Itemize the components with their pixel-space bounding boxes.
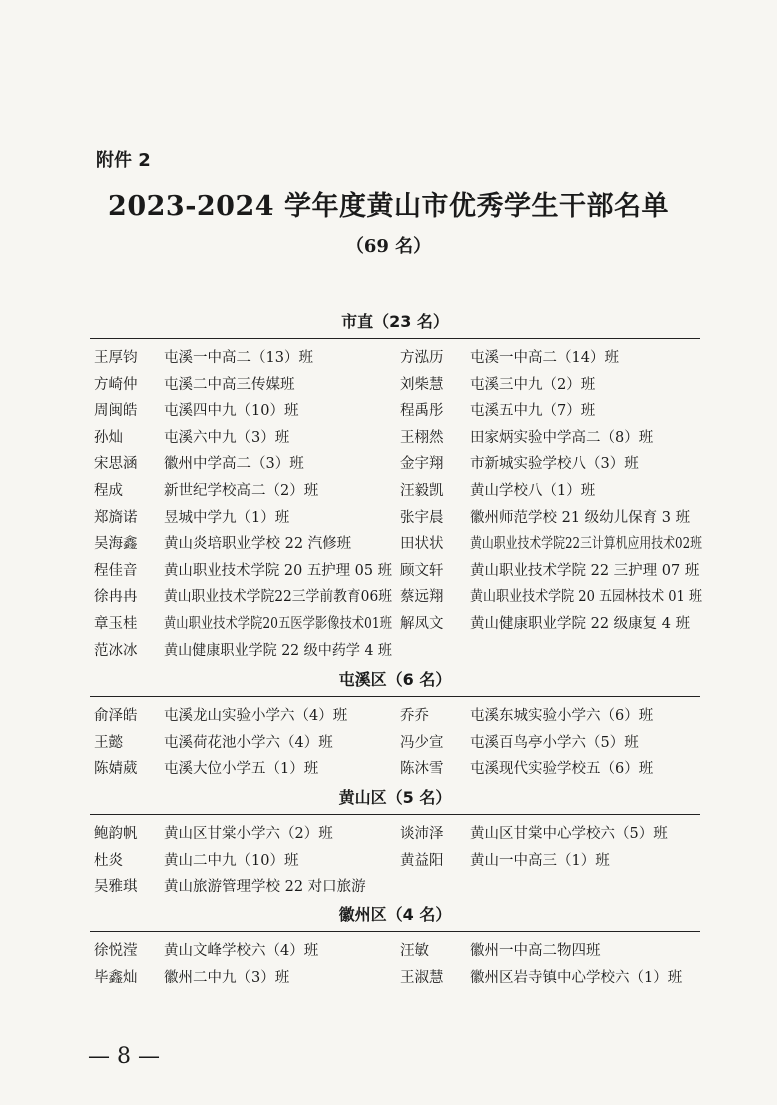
list-row [90,965,700,992]
student-class: 黄山职业技术学院22三学前教育06班 [164,589,392,606]
student-class: 黄山职业技术学院 20 五护理 05 班 [164,562,392,579]
student-name: 顾文轩 [400,562,444,579]
section-title: 市直（23 名） [341,312,449,331]
list-row [90,505,700,532]
student-name: 蔡远翔 [400,589,444,606]
student-name: 程禹彤 [400,403,444,420]
section [90,786,700,901]
student-class: 屯溪二中高三传媒班 [164,376,295,393]
list-row [90,821,700,848]
list-row [90,638,700,665]
student-class: 屯溪现代实验学校五（6）班 [470,761,654,778]
section-divider [90,814,700,815]
student-name: 谈沛泽 [400,826,444,842]
student-name: 王淑慧 [400,969,444,986]
student-name: 冯少宣 [400,734,444,751]
student-class: 屯溪三中九（2）班 [470,376,596,393]
student-name: 田状状 [400,536,444,553]
list-row [90,558,700,585]
section-divider [90,931,700,932]
student-class: 黄山健康职业学院 22 级中药学 4 班 [164,642,392,659]
list-row [90,451,700,478]
student-class: 昱城中学九（1）班 [164,509,290,526]
student-name: 宋思涵 [94,456,138,473]
section-divider [90,696,700,697]
list-row [90,398,700,425]
list-row [90,756,700,783]
student-class: 屯溪四中九（10）班 [164,403,299,420]
student-name: 汪毅凯 [400,482,444,499]
list-row [90,425,700,452]
student-name: 郑旖诺 [94,509,138,526]
section [90,668,700,783]
section-title: 屯溪区（6 名） [338,670,452,689]
student-class: 屯溪百鸟亭小学六（5）班 [470,734,639,751]
list-row [90,874,700,901]
list-row [90,703,700,730]
student-name: 方泓历 [400,350,444,366]
student-name: 汪敏 [400,943,429,959]
student-name: 毕鑫灿 [94,969,138,986]
student-class: 徽州师范学校 21 级幼儿保育 3 班 [470,509,691,526]
attachment-label: 附件 2 [96,150,151,171]
section-title: 黄山区（5 名） [338,788,452,807]
student-class: 屯溪六中九（3）班 [164,429,290,446]
student-class: 黄山炎培职业学校 22 汽修班 [164,536,352,553]
list-row [90,730,700,757]
list-row [90,478,700,505]
section-divider [90,338,700,339]
student-class: 黄山职业技术学院20五医学影像技术01班 [164,615,392,632]
student-class: 徽州中学高二（3）班 [164,456,304,473]
student-class: 徽州区岩寺镇中心学校六（1）班 [470,969,683,986]
list-row [90,345,700,372]
section-title: 徽州区（4 名） [338,905,452,924]
student-class: 黄山职业技术学院 22 三护理 07 班 [470,562,700,579]
student-class: 黄山文峰学校六（4）班 [164,943,319,959]
student-class: 屯溪大位小学五（1）班 [164,761,319,778]
student-name: 吴海鑫 [94,536,138,553]
section [90,903,700,991]
list-row [90,848,700,875]
student-name: 徐悦滢 [94,943,138,959]
student-name: 吴雅琪 [94,879,138,896]
list-row [90,584,700,611]
student-class: 黄山健康职业学院 22 级康复 4 班 [470,615,691,632]
student-class: 徽州二中九（3）班 [164,969,290,986]
student-class: 黄山二中九（10）班 [164,852,299,869]
list-row [90,611,700,638]
page-title: 2023-2024 学年度黄山市优秀学生干部名单 [108,191,669,222]
student-name: 王懿 [94,734,123,751]
student-class: 徽州一中高二物四班 [470,943,601,959]
student-name: 乔乔 [400,708,429,724]
student-name: 金宇翔 [400,456,444,473]
student-name: 鲍韵帆 [94,826,138,842]
student-class: 黄山区甘棠中心学校六（5）班 [470,826,668,842]
student-name: 王栩然 [400,429,444,446]
student-name: 解凤文 [400,615,444,632]
student-class: 黄山职业技术学院 20 五园林技术 01 班 [470,589,702,606]
student-class: 田家炳实验中学高二（8）班 [470,429,654,446]
student-class: 黄山旅游管理学校 22 对口旅游 [164,879,366,896]
student-name: 周闽皓 [94,403,138,420]
student-name: 程佳音 [94,562,138,579]
student-class: 黄山职业技术学院22三计算机应用技术02班 [470,536,702,553]
student-name: 杜炎 [94,852,123,869]
page-number: — 8 — [88,1044,160,1069]
student-class: 黄山学校八（1）班 [470,482,596,499]
student-class: 市新城实验学校八（3）班 [470,456,639,473]
student-class: 屯溪五中九（7）班 [470,403,596,420]
student-name: 刘柴慧 [400,376,444,393]
student-name: 方崎仲 [94,376,138,393]
student-name: 俞泽皓 [94,708,138,724]
student-class: 屯溪荷花池小学六（4）班 [164,734,333,751]
student-name: 范冰冰 [94,642,138,659]
list-row [90,372,700,399]
section [90,310,700,664]
student-name: 陈沐雪 [400,761,444,778]
student-name: 孙灿 [94,429,123,446]
student-name: 张宇晨 [400,509,444,526]
student-class: 新世纪学校高二（2）班 [164,482,319,499]
student-class: 黄山区甘棠小学六（2）班 [164,826,333,842]
student-class: 屯溪一中高二（13）班 [164,350,313,366]
student-name: 黄益阳 [400,852,444,869]
student-name: 王厚钧 [94,350,138,366]
student-class: 屯溪龙山实验小学六（4）班 [164,708,348,724]
student-class: 黄山一中高三（1）班 [470,852,610,869]
page-subtitle: （69 名） [345,236,432,257]
student-name: 程成 [94,482,123,499]
list-row [90,938,700,965]
student-class: 屯溪一中高二（14）班 [470,350,619,366]
student-name: 章玉桂 [94,615,138,632]
student-class: 屯溪东城实验小学六（6）班 [470,708,654,724]
student-name: 陈婧葳 [94,761,138,778]
student-name: 徐冉冉 [94,589,138,606]
list-row [90,531,700,558]
